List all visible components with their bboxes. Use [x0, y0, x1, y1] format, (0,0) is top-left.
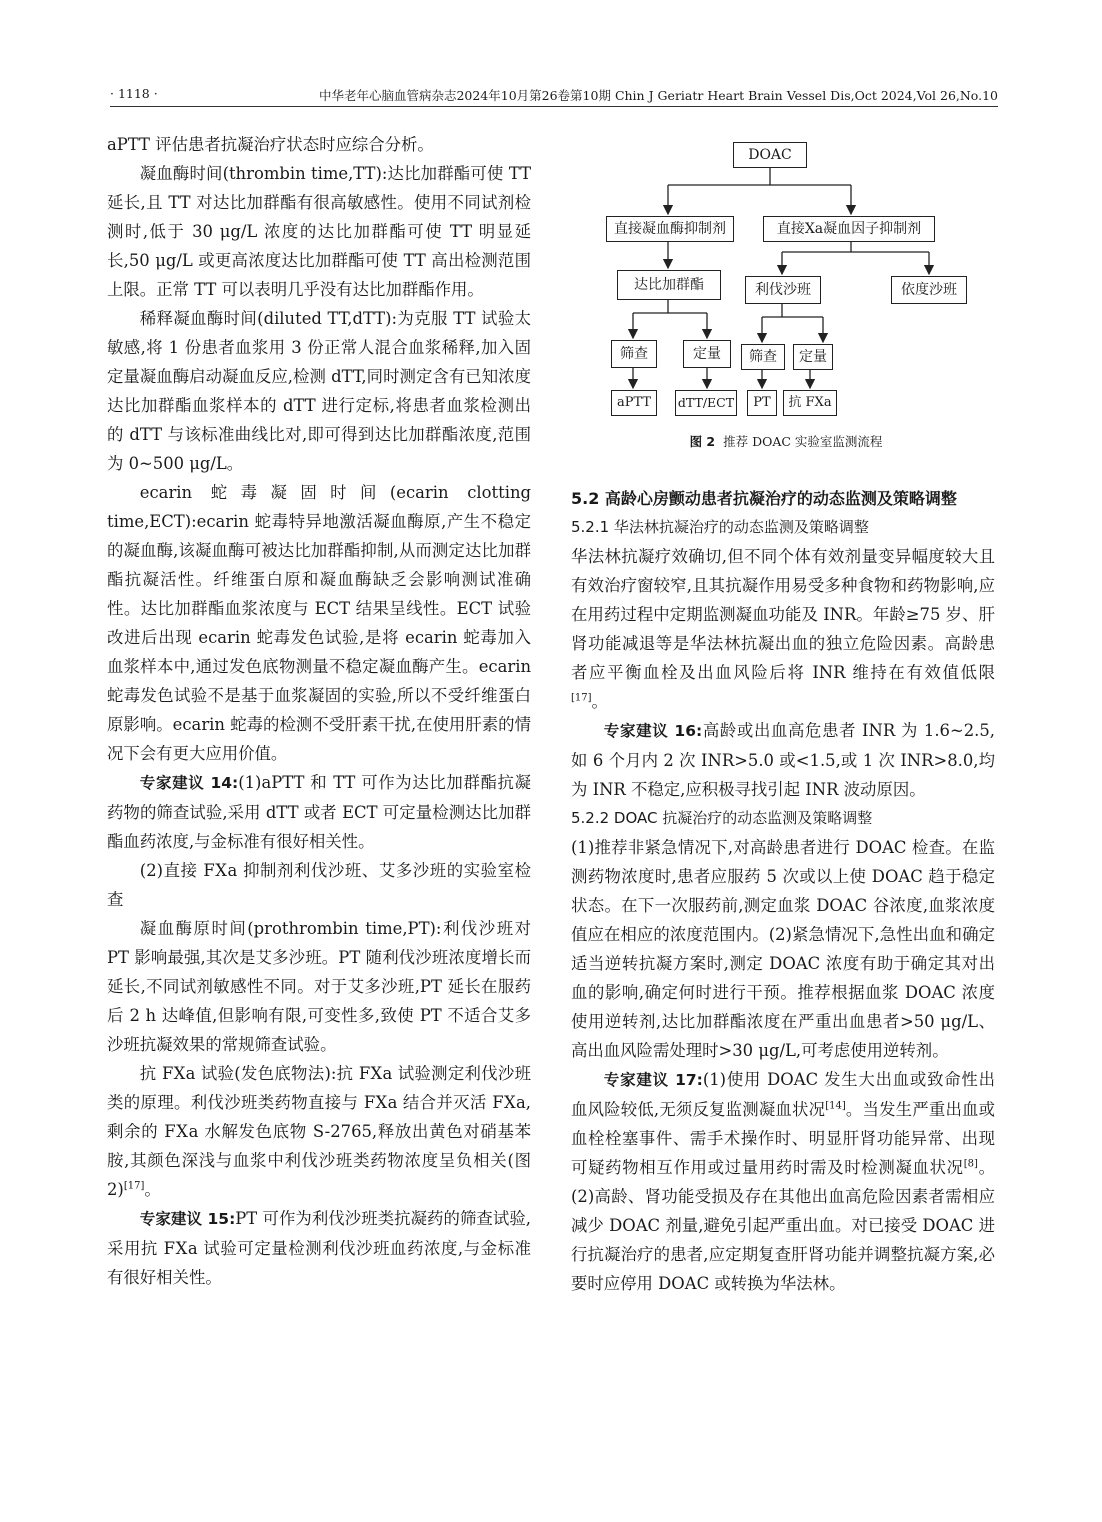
recommendation-text: (1)aPTT 和 TT 可作为达比加群酯抗凝药物的筛查试验,采用 dTT 或者 ECT 可定量检测达比加群酯血药浓度,与金标准有很好相关性。	[107, 773, 531, 851]
paragraph-text: 华法林抗凝疗效确切,但不同个体有效剂量变异幅度较大且有效治疗窗较窄,且其抗凝作用易受多种食物和药物影响,应在用药过程中定期监测凝血功能及 INR。年龄≥75 岁、肝肾功能减退等是华法林抗凝出血的独立危险因素。高龄患者应平衡血栓及出血风险后将 INR 维持在有效值低限	[571, 547, 995, 682]
paragraph-text: 抗 FⅩa 试验(发色底物法):抗 FⅩa 试验测定利伐沙班类的原理。利伐沙班类药物直接与 FⅩa 结合并灭活 FⅩa,剩余的 FⅩa 水解发色底物 S-2765,释放出黄色对硝基苯胺,其颜色深浅与血浆中利伐沙班类药物浓度呈负相关(图 2)	[107, 1064, 531, 1199]
journal-citation: 中华老年心脑血管病杂志2024年10月第26卷第10期 Chin J Geriatr Heart Brain Vessel Dis,Oct 2024,Vol 26,No.10	[318, 88, 998, 103]
paragraph-end: 。	[591, 692, 608, 711]
expert-recommendation-15	[107, 1204, 531, 1292]
recommendation-label: 专家建议 17:	[603, 1071, 703, 1089]
left-column	[107, 130, 531, 1292]
expert-recommendation-14	[107, 768, 531, 856]
citation-ref[interactable]: [8]	[963, 1158, 978, 1170]
paragraph: aPTT 评估患者抗凝治疗状态时应综合分析。	[107, 135, 434, 154]
recommendation-text: (1)使用 DOAC 发生大出血或致命性出血风险较低,无须反复监测凝血状况	[571, 1070, 995, 1119]
node-screening: 筛查	[611, 340, 657, 368]
section-heading-5-2: 5.2 高龄心房颤动患者抗凝治疗的动态监测及策略调整	[571, 489, 957, 508]
recommendation-label: 专家建议 16:	[603, 722, 703, 740]
figure-2-flowchart	[571, 130, 1001, 455]
paragraph: 凝血酶时间(thrombin time,TT):达比加群酯可使 TT 延长,且 TT 对达比加群酯有很高敏感性。使用不同试剂检测时,低于 30 μg/L 浓度的达比加群酯可使 TT 明显延长,50 μg/L 或更高浓度达比加群酯可使 TT 高出检测范围上限。正常 TT 可以表明几乎没有达比加群酯作用。	[107, 164, 531, 299]
node-doac: DOAC	[733, 142, 807, 168]
paragraph: ecarin 蛇毒凝固时间(ecarin clotting time,ECT):ecarin 蛇毒特异地激活凝血酶原,产生不稳定的凝血酶,该凝血酶可被达比加群酯抑制,从而测定达比加群酯抗凝活性。纤维蛋白原和凝血酶缺乏会影响测试准确性。达比加群酯血浆浓度与 ECT 结果呈线性。ECT 试验改进后出现 ecarin 蛇毒发色试验,是将 ecarin 蛇毒加入血浆样本中,通过发色底物测量不稳定凝血酶产生。ecarin 蛇毒发色试验不是基于血浆凝固的实验,所以不受纤维蛋白原影响。ecarin 蛇毒的检测不受肝素干扰,在使用肝素的情况下会有更大应用价值。	[107, 483, 531, 763]
page-number: · 1118 ·	[110, 86, 158, 101]
node-direct-thrombin-inhibitor: 直接凝血酶抑制剂	[606, 216, 734, 242]
recommendation-text: 。当发生严重出血或血栓栓塞事件、需手术操作时、明显肝肾功能异常、出现可疑药物相互作用或过量用药时需及时检测凝血状况	[571, 1100, 996, 1177]
node-dabigatran: 达比加群酯	[617, 270, 721, 300]
paragraph	[571, 542, 995, 716]
right-column	[571, 484, 995, 1298]
recommendation-text: 。(2)高龄、肾功能受损及存在其他出血高危险因素者需相应减少 DOAC 剂量,避免引起严重出血。对已接受 DOAC 进行抗凝治疗的患者,应定期复查肝肾功能并调整抗凝方案,必要时应停用 DOAC 或转换为华法林。	[571, 1158, 996, 1293]
node-rivaroxaban: 利伐沙班	[745, 276, 821, 304]
caption-text: 推荐 DOAC 实验室监测流程	[723, 434, 883, 449]
node-quantitative: 定量	[793, 344, 833, 370]
node-pt: PT	[747, 390, 777, 416]
caption-label: 图 2	[689, 434, 716, 449]
paragraph: (2)直接 FⅩa 抑制剂利伐沙班、艾多沙班的实验室检查	[107, 861, 531, 909]
paragraph: 凝血酶原时间(prothrombin time,PT):利伐沙班对 PT 影响最强,其次是艾多沙班。PT 随利伐沙班浓度增长而延长,不同试剂敏感性不同。对于艾多沙班,PT 延长在服药后 2 h 达峰值,但影响有限,可变性多,致使 PT 不适合艾多沙班抗凝效果的常规筛查试验。	[107, 919, 531, 1054]
citation-ref[interactable]: [14]	[825, 1100, 846, 1112]
citation-ref[interactable]: [17]	[571, 692, 592, 704]
paragraph: (1)推荐非紧急情况下,对高龄患者进行 DOAC 检查。在监测药物浓度时,患者应服药 5 次或以上使 DOAC 趋于稳定状态。在下一次服药前,测定血浆 DOAC 谷浓度,血浆浓度值应在相应的浓度范围内。(2)紧急情况下,急性出血和确定适当逆转抗凝方案时,测定 DOAC 浓度有助于确定其对出血的影响,确定何时进行干预。推荐根据血浆 DOAC 浓度使用逆转剂,达比加群酯浓度在严重出血患者>50 μg/L、高出血风险需处理时>30 μg/L,可考虑使用逆转剂。	[571, 838, 995, 1060]
node-dtt-ect: dTT/ECT	[675, 390, 737, 416]
figure-caption	[571, 432, 1001, 450]
running-header	[110, 86, 998, 107]
section-heading-5-2-2: 5.2.2 DOAC 抗凝治疗的动态监测及策略调整	[571, 809, 873, 827]
section-heading-5-2-1: 5.2.1 华法林抗凝治疗的动态监测及策略调整	[571, 518, 869, 536]
paragraph	[107, 1059, 531, 1204]
recommendation-label: 专家建议 14:	[139, 774, 239, 792]
expert-recommendation-17	[571, 1065, 995, 1298]
citation-ref[interactable]: [17]	[123, 1180, 145, 1192]
node-edoxaban: 依度沙班	[891, 276, 967, 304]
node-quantitative: 定量	[683, 340, 731, 368]
node-screening: 筛查	[741, 344, 785, 370]
node-direct-fxa-inhibitor: 直接Ⅹa凝血因子抑制剂	[763, 216, 935, 242]
node-aptt: aPTT	[611, 390, 657, 416]
recommendation-text: 高龄或出血高危患者 INR 为 1.6~2.5,如 6 个月内 2 次 INR>5.0 或<1.5,或 1 次 INR>8.0,均为 INR 不稳定,应积极寻找引起 INR 波动原因。	[571, 721, 995, 799]
paragraph-end: 。	[144, 1180, 161, 1199]
paragraph: 稀释凝血酶时间(diluted TT,dTT):为克服 TT 试验太敏感,将 1 份患者血浆用 3 份正常人混合血浆稀释,加入固定量凝血酶启动凝血反应,检测 dTT,同时测定含有已知浓度达比加群酯血浆样本的 dTT 进行定标,将患者血浆检测出的 dTT 与该标准曲线比对,即可得到达比加群酯浓度,范围为 0~500 μg/L。	[107, 309, 531, 473]
expert-recommendation-16	[571, 716, 995, 804]
recommendation-label: 专家建议 15:	[139, 1210, 236, 1228]
node-anti-fxa: 抗 FⅩa	[783, 390, 837, 416]
recommendation-text: PT 可作为利伐沙班类抗凝药的筛查试验,采用抗 FⅩa 试验可定量检测利伐沙班血药浓度,与金标准有很好相关性。	[107, 1209, 531, 1287]
